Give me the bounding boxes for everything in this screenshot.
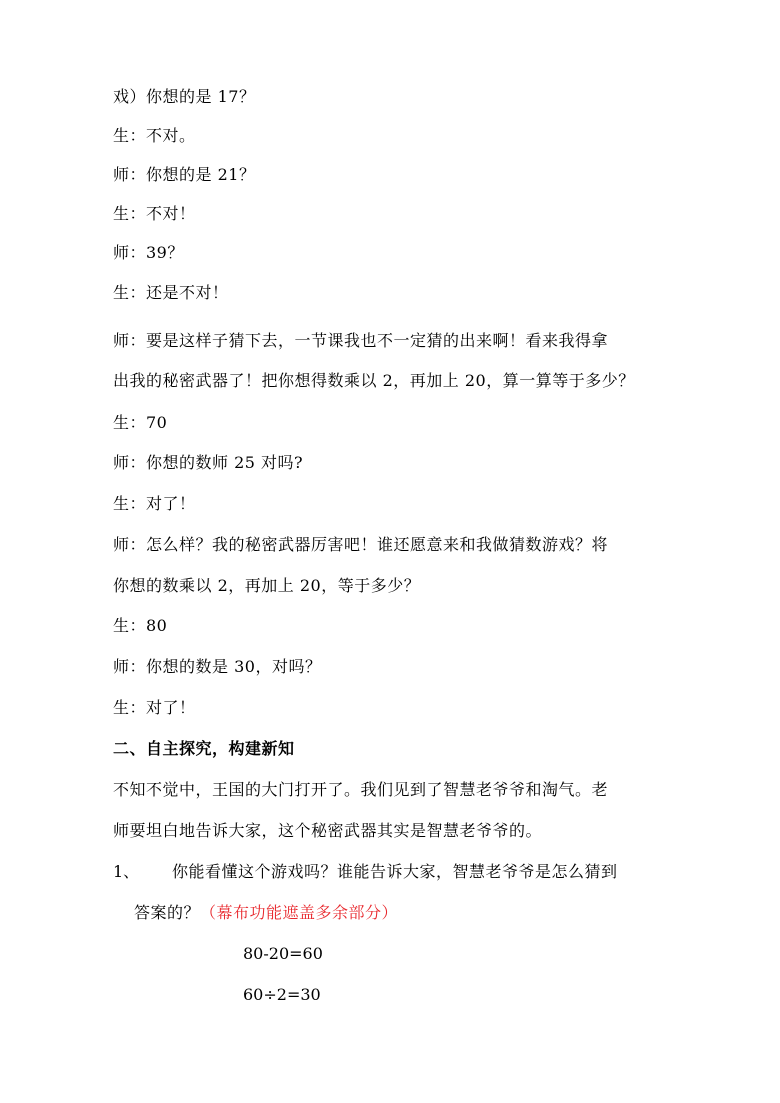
- dialogue-line: 戏）你想的是 17？: [113, 87, 256, 106]
- calculation-line: 60÷2=30: [243, 985, 321, 1004]
- dialogue-line: 生：70: [113, 413, 168, 432]
- paragraph-line: 师要坦白地告诉大家，这个秘密武器其实是智慧老爷爷的。: [113, 821, 543, 840]
- dialogue-line: 你想的数乘以 2，再加上 20，等于多少？: [113, 576, 421, 595]
- dialogue-line: 生：不对！: [113, 204, 196, 223]
- dialogue-line: 师：你想的是 21？: [113, 165, 256, 184]
- dialogue-line: 生：80: [113, 616, 168, 635]
- list-marker: 1、: [113, 862, 140, 881]
- list-item-text-end: 答案的？: [134, 903, 201, 922]
- dialogue-line: 生：对了！: [113, 698, 196, 717]
- dialogue-line: 师：你想的数师 25 对吗?: [113, 453, 304, 472]
- calculation-line: 80-20=60: [243, 944, 323, 963]
- dialogue-line: 生：对了！: [113, 494, 196, 513]
- dialogue-line: 师：怎么样？我的秘密武器厉害吧！谁还愿意来和我做猜数游戏？将: [113, 535, 609, 554]
- dialogue-line: 生：还是不对！: [113, 283, 229, 302]
- dialogue-line: 出我的秘密武器了！把你想得数乘以 2，再加上 20，算一算等于多少？: [113, 371, 635, 390]
- dialogue-line: 师：39？: [113, 243, 184, 262]
- dialogue-line: 生：不对。: [113, 126, 196, 145]
- list-item-text: 你能看懂这个游戏吗？谁能告诉大家，智慧老爷爷是怎么猜到: [172, 862, 618, 881]
- list-item-continuation: [134, 902, 398, 924]
- paragraph-line: 不知不觉中，王国的大门打开了。我们见到了智慧老爷爷和淘气。老: [113, 780, 609, 799]
- dialogue-line: 师：要是这样子猜下去，一节课我也不一定猜的出来啊！看来我得拿: [113, 331, 609, 350]
- red-note: （幕布功能遮盖多余部分）: [200, 903, 399, 922]
- dialogue-line: 师：你想的数是 30，对吗？: [113, 657, 322, 676]
- section-heading: 二、自主探究，构建新知: [113, 739, 295, 758]
